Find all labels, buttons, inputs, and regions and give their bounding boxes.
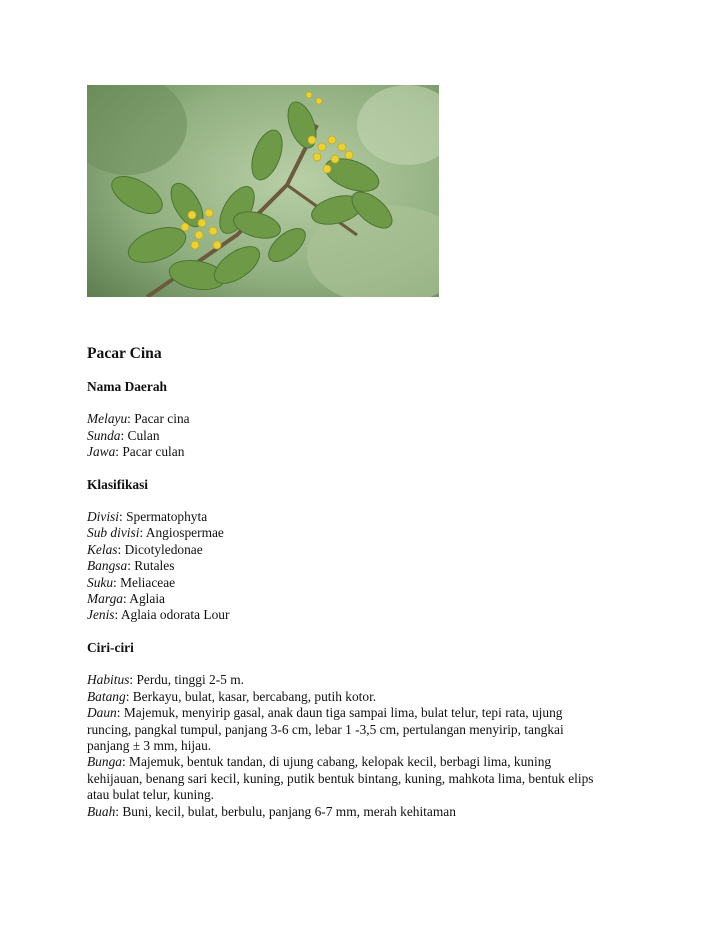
list-item: Sub divisi: Angiospermae — [87, 525, 224, 541]
list-item: Jawa: Pacar culan — [87, 444, 185, 460]
list-item: Melayu: Pacar cina — [87, 411, 190, 427]
batang-line: Batang: Berkayu, bulat, kasar, bercabang, putih kotor. — [87, 688, 377, 704]
plant-photo — [87, 85, 439, 297]
daun-line-2: runcing, pangkal tumpul, panjang 3-6 cm, lebar 1 -3,5 cm, pertulangan menyirip, tangkai — [87, 721, 564, 737]
buah-line: Buah: Buni, kecil, bulat, berbulu, panjang 6-7 mm, merah kehitaman — [87, 803, 456, 819]
article-body — [87, 344, 647, 836]
daun-line-1: Daun: Majemuk, menyirip gasal, anak daun tiga sampai lima, bulat telur, tepi rata, ujung — [87, 705, 563, 721]
list-item: Bangsa: Rutales — [87, 558, 175, 574]
list-item: Suku: Meliaceae — [87, 574, 176, 590]
bunga-line-1: Bunga: Majemuk, bentuk tandan, di ujung cabang, kelopak kecil, berbagi lima, kuning — [87, 754, 552, 770]
nama-daerah-list — [87, 411, 647, 460]
list-item: Jenis: Aglaia odorata Lour — [87, 607, 230, 623]
daun-line-3: panjang ± 3 mm, hijau. — [87, 737, 212, 753]
klasifikasi-list — [87, 509, 647, 624]
section-heading-klasifikasi: Klasifikasi — [87, 476, 149, 492]
list-item: Kelas: Dicotyledonae — [87, 541, 203, 557]
list-item: Marga: Aglaia — [87, 591, 165, 607]
list-item: Sunda: Culan — [87, 427, 160, 443]
section-heading-ciri-ciri: Ciri-ciri — [87, 639, 134, 655]
section-heading-nama-daerah: Nama Daerah — [87, 379, 167, 394]
bunga-line-2: kehijauan, benang sari kecil, kuning, putik bentuk bintang, kuning, mahkota lima, bentuk elips — [87, 770, 594, 786]
list-item: Divisi: Spermatophyta — [87, 509, 208, 525]
page-title: Pacar Cina — [87, 345, 162, 362]
habitus-line: Habitus: Perdu, tinggi 2-5 m. — [87, 672, 244, 688]
bunga-line-3: atau bulat telur, kuning. — [87, 787, 215, 803]
ciri-ciri-list — [87, 672, 647, 820]
